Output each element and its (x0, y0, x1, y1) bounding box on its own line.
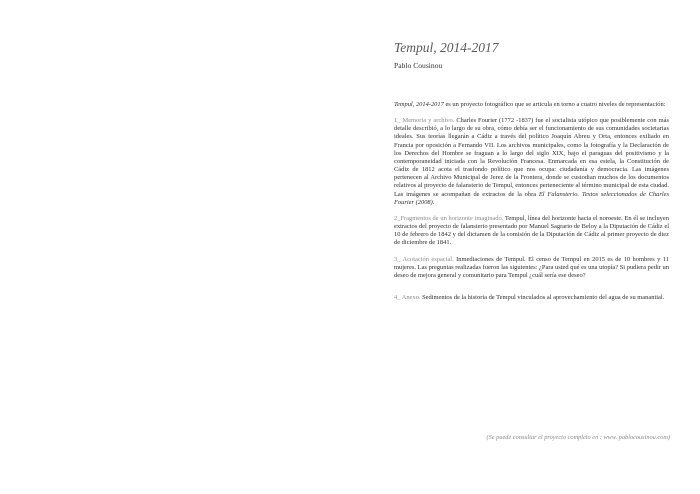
intro-text: es un proyecto fotográfico que se articula en torno a cuatro niveles de representación: (443, 101, 666, 108)
project-link-note: (Se puede consultar el proyecto completo en : www. pablocousinou.com) (486, 434, 670, 441)
document-body (394, 101, 669, 310)
section-anexo (394, 294, 669, 302)
section-heading: 3_ Acotación espacial. (394, 255, 454, 263)
document-title: Tempul, 2014-2017 (394, 40, 499, 55)
section-acotacion-espacial (394, 256, 669, 280)
author-name: Pablo Cousinou (394, 61, 443, 70)
section-citation: El Falansterio. Textos seleccionados de Charles Fourier (2008). (394, 190, 669, 206)
section-memoria-archivo (394, 117, 669, 207)
intro-paragraph (394, 101, 669, 109)
section-heading: 2_Fragmentos de un horizonte imaginado. (394, 214, 504, 222)
section-fragmentos-horizonte (394, 215, 669, 248)
section-text: Charles Fourier (1772 -1837) fue el socialista utópico que posiblemente con más detalle describió, a lo largo de su obra, cómo debía ser el funcionamiento de sus comunidades societarias ideales. Sus teorías llegarán a Cádiz a través del político Joaquín Abreu y Orta, entonces exiliado en Francia por oposición a Fernando VII. Los archivos municipales, como la fotografía y la Declaración de los Derechos del Hombre se fraguan a lo largo del siglo XIX, bajo el paraguas del positivismo y la contemporaneidad iniciada con la Revolución Francesa. Enmarcada en esa estela, la Constitución de Cádiz de 1812 acota el trasfondo político que nos ocupa: ciudadanía y democracia. Las imágenes pertenecen al Archivo Municipal de Jerez de la Frontera, donde se custodian muchos de los documentos relativos al proyecto de falansterio de Tempul, entonces perteneciente al término municipal de esta ciudad. Las imágenes se acompañan de extractos de la obra (394, 117, 669, 198)
section-text: Inmediaciones de Tempul. El censo de Tempul en 2015 es de 10 hombres y 11 mujeres. Las preguntas realizadas fueron las siguientes: ¿Para usted qué es una utopía? Si pudiera pedir un deseo de mejora general y comunitario para Tempul ¿cuál sería ese deseo? (394, 255, 669, 279)
section-text: Tempul, línea del horizonte hacia el noroeste. En él se incluyen extractos del proyecto de falansterio presentado por Manuel Sagrario de Beloy a la Diputación de Cádiz el 10 de febrero de 1842 y del dictamen de la comisión de la Diputación de Cádiz al primer proyecto de diez de diciembre de 1841. (394, 214, 669, 247)
section-heading: 4_ Anexo. (394, 293, 421, 301)
section-heading: 1_ Memoria y archivo. (394, 117, 455, 125)
section-text: Sedimentos de la historia de Tempul vinculados al aprovechamiento del agua de su manantial. (420, 293, 665, 301)
intro-title: Tempul, 2014-2017 (394, 101, 444, 108)
